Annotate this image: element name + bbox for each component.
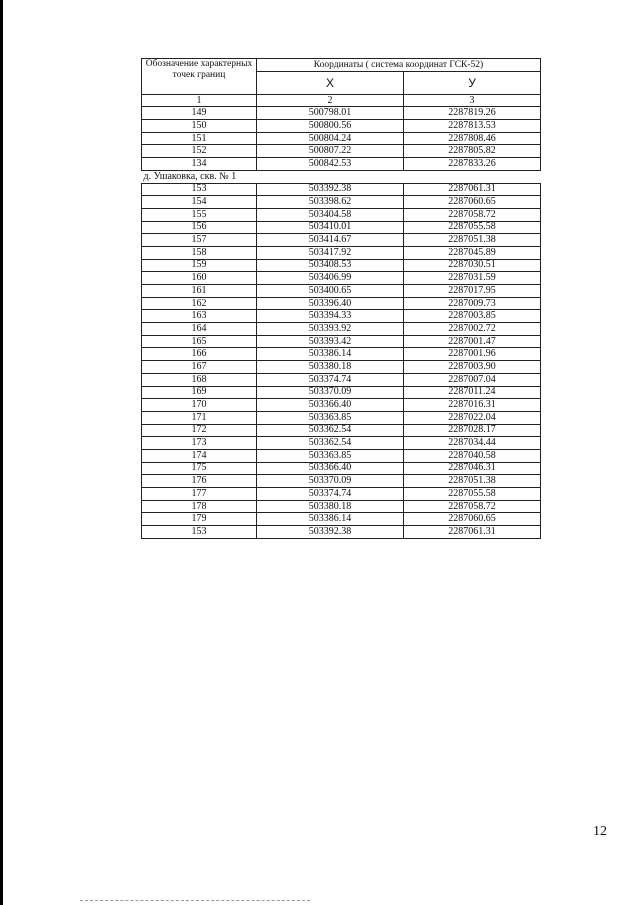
- point-id-cell: 172: [142, 424, 257, 437]
- point-id-cell: 156: [142, 221, 257, 234]
- point-id-cell: 149: [142, 107, 257, 120]
- x-coordinate-cell: 503410.01: [257, 221, 404, 234]
- point-id-cell: 160: [142, 272, 257, 285]
- table-row: [142, 323, 541, 336]
- point-id-cell: 153: [142, 526, 257, 539]
- header-number-3: 3: [404, 94, 541, 107]
- x-coordinate-cell: 503362.54: [257, 424, 404, 437]
- table-row: [142, 120, 541, 133]
- y-coordinate-cell: 2287055.58: [404, 488, 541, 501]
- table-row: [142, 272, 541, 285]
- point-id-cell: 171: [142, 411, 257, 424]
- y-coordinate-cell: 2287001.96: [404, 348, 541, 361]
- table-row: [142, 107, 541, 120]
- x-coordinate-cell: 503392.38: [257, 183, 404, 196]
- header-point-designation: Обозначение характерных точек границ: [142, 59, 257, 95]
- y-coordinate-cell: 2287003.85: [404, 310, 541, 323]
- x-coordinate-cell: 503363.85: [257, 411, 404, 424]
- point-id-cell: 167: [142, 361, 257, 374]
- y-coordinate-cell: 2287022.04: [404, 411, 541, 424]
- point-id-cell: 158: [142, 246, 257, 259]
- table-row: [142, 234, 541, 247]
- point-id-cell: 178: [142, 500, 257, 513]
- table-row: [142, 158, 541, 171]
- y-coordinate-cell: 2287009.73: [404, 297, 541, 310]
- table-row: [142, 513, 541, 526]
- x-coordinate-cell: 503400.65: [257, 285, 404, 298]
- table-row: [142, 246, 541, 259]
- point-id-cell: 161: [142, 285, 257, 298]
- table-row: [142, 297, 541, 310]
- coordinates-table: [141, 58, 541, 539]
- x-coordinate-cell: 503406.99: [257, 272, 404, 285]
- page-edge: [0, 0, 3, 905]
- x-coordinate-cell: 503394.33: [257, 310, 404, 323]
- table-row: [142, 373, 541, 386]
- table-row: [142, 399, 541, 412]
- point-id-cell: 154: [142, 196, 257, 209]
- y-coordinate-cell: 2287016.31: [404, 399, 541, 412]
- table-row: [142, 488, 541, 501]
- y-coordinate-cell: 2287055.58: [404, 221, 541, 234]
- point-id-cell: 165: [142, 335, 257, 348]
- x-coordinate-cell: 503380.18: [257, 500, 404, 513]
- x-coordinate-cell: 503396.40: [257, 297, 404, 310]
- page-number: 12: [593, 824, 607, 839]
- table-row: [142, 437, 541, 450]
- y-coordinate-cell: 2287011.24: [404, 386, 541, 399]
- x-coordinate-cell: 500842.53: [257, 158, 404, 171]
- table-row: [142, 310, 541, 323]
- x-coordinate-cell: 503393.92: [257, 323, 404, 336]
- point-id-cell: 164: [142, 323, 257, 336]
- x-coordinate-cell: 503414.67: [257, 234, 404, 247]
- point-id-cell: 155: [142, 208, 257, 221]
- x-coordinate-cell: 503408.53: [257, 259, 404, 272]
- y-coordinate-cell: 2287805.82: [404, 145, 541, 158]
- table-row: [142, 424, 541, 437]
- point-id-cell: 173: [142, 437, 257, 450]
- x-coordinate-cell: 503363.85: [257, 449, 404, 462]
- y-coordinate-cell: 2287833.26: [404, 158, 541, 171]
- y-coordinate-cell: 2287045.89: [404, 246, 541, 259]
- point-id-cell: 168: [142, 373, 257, 386]
- header-x: X: [257, 71, 404, 94]
- table-row: [142, 285, 541, 298]
- table-row: [142, 500, 541, 513]
- point-id-cell: 169: [142, 386, 257, 399]
- point-id-cell: 151: [142, 132, 257, 145]
- y-coordinate-cell: 2287034.44: [404, 437, 541, 450]
- y-coordinate-cell: 2287007.04: [404, 373, 541, 386]
- y-coordinate-cell: 2287813.53: [404, 120, 541, 133]
- point-id-cell: 157: [142, 234, 257, 247]
- y-coordinate-cell: 2287061.31: [404, 526, 541, 539]
- x-coordinate-cell: 503386.14: [257, 348, 404, 361]
- point-id-cell: 177: [142, 488, 257, 501]
- table-row: [142, 335, 541, 348]
- header-number-1: 1: [142, 94, 257, 107]
- header-number-2: 2: [257, 94, 404, 107]
- table-row: [142, 208, 541, 221]
- table-row: [142, 361, 541, 374]
- table-row: [142, 259, 541, 272]
- table-row: [142, 183, 541, 196]
- table-row: [142, 145, 541, 158]
- table-row: [142, 462, 541, 475]
- x-coordinate-cell: 503374.74: [257, 488, 404, 501]
- point-id-cell: 174: [142, 449, 257, 462]
- table-row: [142, 411, 541, 424]
- point-id-cell: 176: [142, 475, 257, 488]
- y-coordinate-cell: 2287030.51: [404, 259, 541, 272]
- x-coordinate-cell: 503417.92: [257, 246, 404, 259]
- y-coordinate-cell: 2287808.46: [404, 132, 541, 145]
- x-coordinate-cell: 503404.58: [257, 208, 404, 221]
- header-coordinates-title: Координаты ( система координат ГСК-52): [257, 59, 541, 72]
- y-coordinate-cell: 2287058.72: [404, 208, 541, 221]
- x-coordinate-cell: 500800.56: [257, 120, 404, 133]
- y-coordinate-cell: 2287060.65: [404, 196, 541, 209]
- point-id-cell: 153: [142, 183, 257, 196]
- section-label: д. Ушаковка, скв. № 1: [142, 170, 541, 183]
- y-coordinate-cell: 2287028.17: [404, 424, 541, 437]
- x-coordinate-cell: 503370.09: [257, 475, 404, 488]
- x-coordinate-cell: 503380.18: [257, 361, 404, 374]
- point-id-cell: 170: [142, 399, 257, 412]
- table-row: [142, 475, 541, 488]
- y-coordinate-cell: 2287819.26: [404, 107, 541, 120]
- point-id-cell: 134: [142, 158, 257, 171]
- y-coordinate-cell: 2287058.72: [404, 500, 541, 513]
- point-id-cell: 166: [142, 348, 257, 361]
- y-coordinate-cell: 2287061.31: [404, 183, 541, 196]
- x-coordinate-cell: 503374.74: [257, 373, 404, 386]
- y-coordinate-cell: 2287002.72: [404, 323, 541, 336]
- y-coordinate-cell: 2287051.38: [404, 475, 541, 488]
- table-row: [142, 196, 541, 209]
- y-coordinate-cell: 2287017.95: [404, 285, 541, 298]
- y-coordinate-cell: 2287060.65: [404, 513, 541, 526]
- section-row: [142, 170, 541, 183]
- point-id-cell: 179: [142, 513, 257, 526]
- point-id-cell: 175: [142, 462, 257, 475]
- table-row: [142, 526, 541, 539]
- y-coordinate-cell: 2287040.58: [404, 449, 541, 462]
- x-coordinate-cell: 500807.22: [257, 145, 404, 158]
- point-id-cell: 152: [142, 145, 257, 158]
- x-coordinate-cell: 503392.38: [257, 526, 404, 539]
- y-coordinate-cell: 2287046.31: [404, 462, 541, 475]
- table-row: [142, 449, 541, 462]
- y-coordinate-cell: 2287031.59: [404, 272, 541, 285]
- x-coordinate-cell: 500804.24: [257, 132, 404, 145]
- x-coordinate-cell: 503393.42: [257, 335, 404, 348]
- x-coordinate-cell: 503370.09: [257, 386, 404, 399]
- x-coordinate-cell: 503398.62: [257, 196, 404, 209]
- x-coordinate-cell: 500798.01: [257, 107, 404, 120]
- header-numbering-row: [142, 94, 541, 107]
- x-coordinate-cell: 503386.14: [257, 513, 404, 526]
- y-coordinate-cell: 2287001.47: [404, 335, 541, 348]
- point-id-cell: 159: [142, 259, 257, 272]
- table-row: [142, 348, 541, 361]
- y-coordinate-cell: 2287003.90: [404, 361, 541, 374]
- table-row: [142, 221, 541, 234]
- header-y: У: [404, 71, 541, 94]
- y-coordinate-cell: 2287051.38: [404, 234, 541, 247]
- table-row: [142, 386, 541, 399]
- bottom-divider: [80, 900, 310, 901]
- x-coordinate-cell: 503366.40: [257, 399, 404, 412]
- x-coordinate-cell: 503366.40: [257, 462, 404, 475]
- x-coordinate-cell: 503362.54: [257, 437, 404, 450]
- point-id-cell: 163: [142, 310, 257, 323]
- point-id-cell: 162: [142, 297, 257, 310]
- point-id-cell: 150: [142, 120, 257, 133]
- table-row: [142, 132, 541, 145]
